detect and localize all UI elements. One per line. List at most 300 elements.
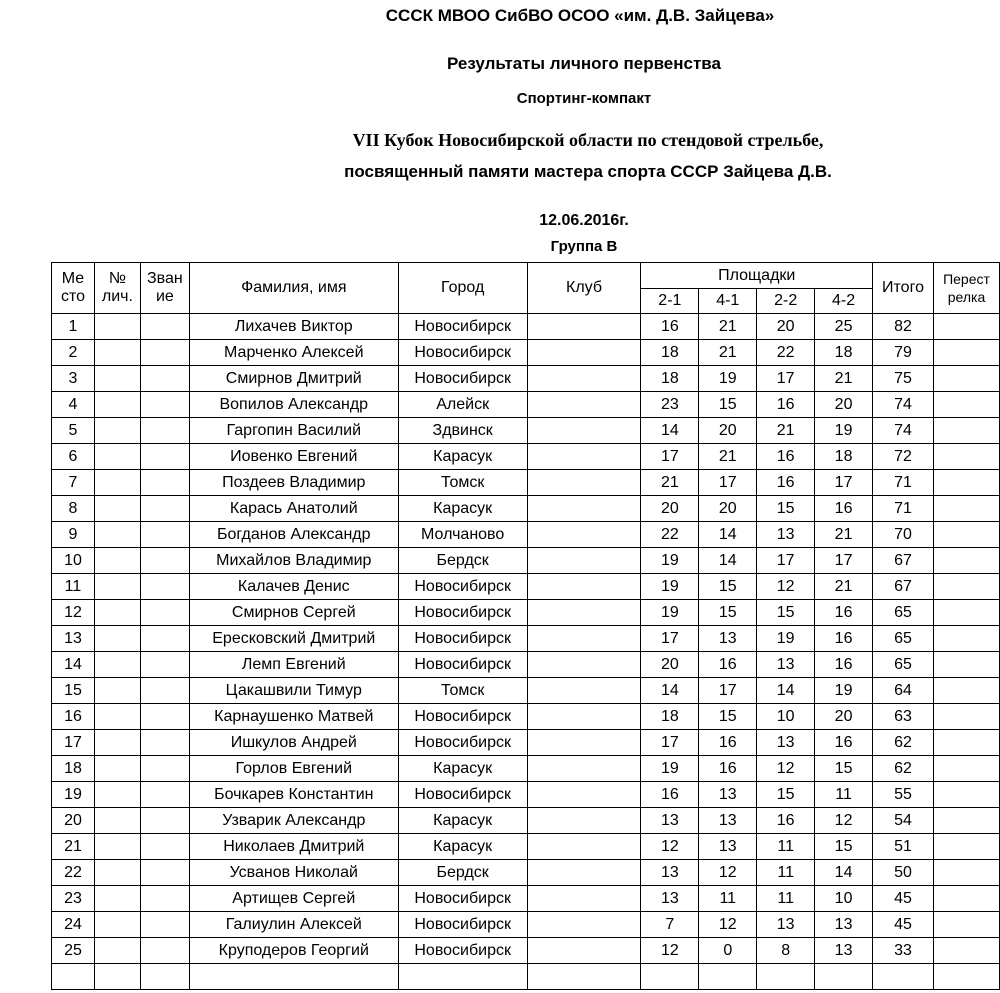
station-score-cell: 12 bbox=[815, 808, 873, 834]
station-score-cell: 22 bbox=[641, 522, 699, 548]
number-cell bbox=[94, 470, 140, 496]
total-cell: 67 bbox=[873, 574, 934, 600]
number-cell bbox=[94, 808, 140, 834]
club-cell bbox=[527, 626, 641, 652]
name-cell: Николаев Дмитрий bbox=[189, 834, 398, 860]
place-cell: 18 bbox=[52, 756, 95, 782]
total-cell: 62 bbox=[873, 730, 934, 756]
place-cell: 25 bbox=[52, 938, 95, 964]
name-cell: Лихачев Виктор bbox=[189, 314, 398, 340]
table-row bbox=[52, 678, 1000, 704]
shootoff-cell bbox=[933, 886, 999, 912]
station-score-cell: 23 bbox=[641, 392, 699, 418]
club-cell bbox=[527, 366, 641, 392]
col-club: Клуб bbox=[527, 263, 641, 314]
place-cell: 20 bbox=[52, 808, 95, 834]
empty-cell bbox=[189, 964, 398, 990]
rank-cell bbox=[140, 912, 189, 938]
number-cell bbox=[94, 418, 140, 444]
station-score-cell: 12 bbox=[641, 834, 699, 860]
station-score-cell: 16 bbox=[815, 652, 873, 678]
number-cell bbox=[94, 366, 140, 392]
shootoff-cell bbox=[933, 366, 999, 392]
col-stations: Площадки bbox=[641, 263, 873, 289]
col-place: Ме сто bbox=[52, 263, 95, 314]
station-score-cell: 13 bbox=[757, 522, 815, 548]
table-row bbox=[52, 730, 1000, 756]
name-cell: Карнаушенко Матвей bbox=[189, 704, 398, 730]
city-cell: Карасук bbox=[398, 444, 527, 470]
table-row bbox=[52, 626, 1000, 652]
organization-title: СССК МВОО СибВО ОСОО «им. Д.В. Зайцева» bbox=[385, 6, 775, 25]
rank-cell bbox=[140, 860, 189, 886]
rank-cell bbox=[140, 782, 189, 808]
shootoff-cell bbox=[933, 860, 999, 886]
name-cell: Гаргопин Василий bbox=[189, 418, 398, 444]
number-cell bbox=[94, 574, 140, 600]
col-rank: Зван ие bbox=[140, 263, 189, 314]
station-score-cell: 13 bbox=[757, 912, 815, 938]
station-score-cell: 12 bbox=[699, 860, 757, 886]
place-cell: 4 bbox=[52, 392, 95, 418]
station-score-cell: 16 bbox=[815, 496, 873, 522]
club-cell bbox=[527, 392, 641, 418]
city-cell: Новосибирск bbox=[398, 652, 527, 678]
station-score-cell: 13 bbox=[757, 730, 815, 756]
station-score-cell: 12 bbox=[699, 912, 757, 938]
station-score-cell: 19 bbox=[757, 626, 815, 652]
table-row bbox=[52, 574, 1000, 600]
club-cell bbox=[527, 808, 641, 834]
col-total: Итого bbox=[873, 263, 934, 314]
empty-cell bbox=[757, 964, 815, 990]
shootoff-cell bbox=[933, 704, 999, 730]
total-cell: 82 bbox=[873, 314, 934, 340]
station-score-cell: 12 bbox=[757, 756, 815, 782]
place-cell: 14 bbox=[52, 652, 95, 678]
name-cell: Ересковский Дмитрий bbox=[189, 626, 398, 652]
empty-cell bbox=[641, 964, 699, 990]
total-cell: 50 bbox=[873, 860, 934, 886]
table-row bbox=[52, 548, 1000, 574]
city-cell: Здвинск bbox=[398, 418, 527, 444]
number-cell bbox=[94, 340, 140, 366]
number-cell bbox=[94, 782, 140, 808]
city-cell: Карасук bbox=[398, 756, 527, 782]
city-cell: Томск bbox=[398, 470, 527, 496]
empty-cell bbox=[933, 964, 999, 990]
city-cell: Новосибирск bbox=[398, 366, 527, 392]
station-score-cell: 19 bbox=[815, 418, 873, 444]
name-cell: Марченко Алексей bbox=[189, 340, 398, 366]
station-score-cell: 21 bbox=[699, 340, 757, 366]
place-cell: 21 bbox=[52, 834, 95, 860]
city-cell: Новосибирск bbox=[398, 912, 527, 938]
station-score-cell: 15 bbox=[699, 574, 757, 600]
table-row bbox=[52, 652, 1000, 678]
station-score-cell: 17 bbox=[815, 470, 873, 496]
shootoff-cell bbox=[933, 834, 999, 860]
shootoff-cell bbox=[933, 574, 999, 600]
table-row bbox=[52, 418, 1000, 444]
place-cell: 5 bbox=[52, 418, 95, 444]
station-score-cell: 14 bbox=[757, 678, 815, 704]
station-score-cell: 11 bbox=[699, 886, 757, 912]
station-score-cell: 18 bbox=[815, 444, 873, 470]
club-cell bbox=[527, 678, 641, 704]
station-score-cell: 13 bbox=[699, 626, 757, 652]
station-score-cell: 21 bbox=[815, 574, 873, 600]
station-score-cell: 16 bbox=[815, 626, 873, 652]
station-score-cell: 21 bbox=[815, 366, 873, 392]
city-cell: Новосибирск bbox=[398, 574, 527, 600]
total-cell: 71 bbox=[873, 496, 934, 522]
station-score-cell: 10 bbox=[757, 704, 815, 730]
name-cell: Бочкарев Константин bbox=[189, 782, 398, 808]
station-score-cell: 14 bbox=[699, 522, 757, 548]
city-cell: Карасук bbox=[398, 808, 527, 834]
station-score-cell: 19 bbox=[815, 678, 873, 704]
col-shootoff: Перест релка bbox=[933, 263, 999, 314]
station-score-cell: 17 bbox=[699, 678, 757, 704]
city-cell: Бердск bbox=[398, 548, 527, 574]
table-row bbox=[52, 834, 1000, 860]
col-station-2-1: 2-1 bbox=[641, 289, 699, 314]
results-body bbox=[52, 314, 1000, 990]
station-score-cell: 18 bbox=[815, 340, 873, 366]
rank-cell bbox=[140, 444, 189, 470]
shootoff-cell bbox=[933, 392, 999, 418]
club-cell bbox=[527, 496, 641, 522]
city-cell: Новосибирск bbox=[398, 938, 527, 964]
place-cell: 11 bbox=[52, 574, 95, 600]
club-cell bbox=[527, 704, 641, 730]
club-cell bbox=[527, 912, 641, 938]
station-score-cell: 17 bbox=[815, 548, 873, 574]
table-row bbox=[52, 808, 1000, 834]
rank-cell bbox=[140, 730, 189, 756]
col-station-4-1: 4-1 bbox=[699, 289, 757, 314]
club-cell bbox=[527, 470, 641, 496]
station-score-cell: 20 bbox=[699, 496, 757, 522]
station-score-cell: 17 bbox=[699, 470, 757, 496]
rank-cell bbox=[140, 574, 189, 600]
total-cell: 33 bbox=[873, 938, 934, 964]
total-cell: 65 bbox=[873, 626, 934, 652]
number-cell bbox=[94, 626, 140, 652]
group-label: Группа В bbox=[550, 238, 618, 255]
rank-cell bbox=[140, 886, 189, 912]
table-row bbox=[52, 340, 1000, 366]
results-table bbox=[51, 262, 1000, 990]
city-cell: Новосибирск bbox=[398, 730, 527, 756]
empty-cell bbox=[699, 964, 757, 990]
rank-cell bbox=[140, 340, 189, 366]
page-title: Результаты личного первенства bbox=[447, 54, 721, 73]
total-cell: 74 bbox=[873, 418, 934, 444]
name-cell: Артищев Сергей bbox=[189, 886, 398, 912]
club-cell bbox=[527, 522, 641, 548]
station-score-cell: 10 bbox=[815, 886, 873, 912]
rank-cell bbox=[140, 652, 189, 678]
empty-cell bbox=[873, 964, 934, 990]
table-row bbox=[52, 756, 1000, 782]
table-row bbox=[52, 704, 1000, 730]
table-row bbox=[52, 314, 1000, 340]
city-cell: Новосибирск bbox=[398, 626, 527, 652]
total-cell: 45 bbox=[873, 912, 934, 938]
station-score-cell: 14 bbox=[641, 678, 699, 704]
station-score-cell: 16 bbox=[757, 470, 815, 496]
name-cell: Лемп Евгений bbox=[189, 652, 398, 678]
shootoff-cell bbox=[933, 600, 999, 626]
shootoff-cell bbox=[933, 938, 999, 964]
station-score-cell: 13 bbox=[699, 808, 757, 834]
rank-cell bbox=[140, 496, 189, 522]
rank-cell bbox=[140, 678, 189, 704]
station-score-cell: 13 bbox=[815, 938, 873, 964]
club-cell bbox=[527, 444, 641, 470]
club-cell bbox=[527, 860, 641, 886]
city-cell: Алейск bbox=[398, 392, 527, 418]
empty-cell bbox=[140, 964, 189, 990]
name-cell: Калачев Денис bbox=[189, 574, 398, 600]
station-score-cell: 20 bbox=[815, 704, 873, 730]
shootoff-cell bbox=[933, 340, 999, 366]
rank-cell bbox=[140, 418, 189, 444]
place-cell: 6 bbox=[52, 444, 95, 470]
shootoff-cell bbox=[933, 496, 999, 522]
shootoff-cell bbox=[933, 470, 999, 496]
total-cell: 63 bbox=[873, 704, 934, 730]
place-cell: 15 bbox=[52, 678, 95, 704]
station-score-cell: 13 bbox=[641, 808, 699, 834]
cup-title-line-2: посвященный памяти мастера спорта СССР Зайцева Д.В. bbox=[344, 162, 832, 181]
shootoff-cell bbox=[933, 756, 999, 782]
station-score-cell: 15 bbox=[699, 704, 757, 730]
place-cell: 17 bbox=[52, 730, 95, 756]
name-cell: Вопилов Александр bbox=[189, 392, 398, 418]
place-cell: 3 bbox=[52, 366, 95, 392]
name-cell: Богданов Александр bbox=[189, 522, 398, 548]
place-cell: 8 bbox=[52, 496, 95, 522]
empty-row bbox=[52, 964, 1000, 990]
rank-cell bbox=[140, 834, 189, 860]
station-score-cell: 25 bbox=[815, 314, 873, 340]
shootoff-cell bbox=[933, 652, 999, 678]
shootoff-cell bbox=[933, 418, 999, 444]
rank-cell bbox=[140, 600, 189, 626]
table-row bbox=[52, 392, 1000, 418]
total-cell: 79 bbox=[873, 340, 934, 366]
shootoff-cell bbox=[933, 548, 999, 574]
station-score-cell: 8 bbox=[757, 938, 815, 964]
station-score-cell: 13 bbox=[641, 860, 699, 886]
place-cell: 19 bbox=[52, 782, 95, 808]
table-row bbox=[52, 938, 1000, 964]
name-cell: Смирнов Дмитрий bbox=[189, 366, 398, 392]
city-cell: Новосибирск bbox=[398, 340, 527, 366]
number-cell bbox=[94, 496, 140, 522]
col-city: Город bbox=[398, 263, 527, 314]
name-cell: Иовенко Евгений bbox=[189, 444, 398, 470]
shootoff-cell bbox=[933, 912, 999, 938]
station-score-cell: 15 bbox=[699, 392, 757, 418]
rank-cell bbox=[140, 808, 189, 834]
col-number: № лич. bbox=[94, 263, 140, 314]
number-cell bbox=[94, 678, 140, 704]
total-cell: 70 bbox=[873, 522, 934, 548]
station-score-cell: 18 bbox=[641, 366, 699, 392]
club-cell bbox=[527, 548, 641, 574]
number-cell bbox=[94, 912, 140, 938]
club-cell bbox=[527, 756, 641, 782]
name-cell: Михайлов Владимир bbox=[189, 548, 398, 574]
empty-cell bbox=[94, 964, 140, 990]
station-score-cell: 20 bbox=[815, 392, 873, 418]
event-date: 12.06.2016г. bbox=[539, 212, 629, 229]
station-score-cell: 14 bbox=[699, 548, 757, 574]
place-cell: 9 bbox=[52, 522, 95, 548]
number-cell bbox=[94, 548, 140, 574]
city-cell: Новосибирск bbox=[398, 314, 527, 340]
number-cell bbox=[94, 704, 140, 730]
table-row bbox=[52, 496, 1000, 522]
shootoff-cell bbox=[933, 678, 999, 704]
rank-cell bbox=[140, 366, 189, 392]
place-cell: 22 bbox=[52, 860, 95, 886]
number-cell bbox=[94, 444, 140, 470]
name-cell: Горлов Евгений bbox=[189, 756, 398, 782]
station-score-cell: 16 bbox=[757, 392, 815, 418]
station-score-cell: 18 bbox=[641, 704, 699, 730]
station-score-cell: 17 bbox=[757, 548, 815, 574]
number-cell bbox=[94, 392, 140, 418]
station-score-cell: 20 bbox=[641, 652, 699, 678]
rank-cell bbox=[140, 938, 189, 964]
station-score-cell: 21 bbox=[699, 314, 757, 340]
club-cell bbox=[527, 600, 641, 626]
total-cell: 74 bbox=[873, 392, 934, 418]
station-score-cell: 16 bbox=[757, 808, 815, 834]
place-cell: 24 bbox=[52, 912, 95, 938]
table-row bbox=[52, 912, 1000, 938]
station-score-cell: 17 bbox=[641, 444, 699, 470]
place-cell: 16 bbox=[52, 704, 95, 730]
station-score-cell: 7 bbox=[641, 912, 699, 938]
place-cell: 12 bbox=[52, 600, 95, 626]
number-cell bbox=[94, 314, 140, 340]
name-cell: Карась Анатолий bbox=[189, 496, 398, 522]
name-cell: Поздеев Владимир bbox=[189, 470, 398, 496]
total-cell: 55 bbox=[873, 782, 934, 808]
station-score-cell: 12 bbox=[757, 574, 815, 600]
station-score-cell: 21 bbox=[757, 418, 815, 444]
number-cell bbox=[94, 600, 140, 626]
station-score-cell: 20 bbox=[699, 418, 757, 444]
shootoff-cell bbox=[933, 314, 999, 340]
name-cell: Узварик Александр bbox=[189, 808, 398, 834]
city-cell: Бердск bbox=[398, 860, 527, 886]
city-cell: Карасук bbox=[398, 496, 527, 522]
station-score-cell: 13 bbox=[699, 834, 757, 860]
table-row bbox=[52, 886, 1000, 912]
station-score-cell: 22 bbox=[757, 340, 815, 366]
total-cell: 75 bbox=[873, 366, 934, 392]
number-cell bbox=[94, 860, 140, 886]
station-score-cell: 16 bbox=[699, 652, 757, 678]
total-cell: 67 bbox=[873, 548, 934, 574]
station-score-cell: 14 bbox=[815, 860, 873, 886]
city-cell: Томск bbox=[398, 678, 527, 704]
station-score-cell: 15 bbox=[815, 756, 873, 782]
station-score-cell: 15 bbox=[757, 782, 815, 808]
city-cell: Карасук bbox=[398, 834, 527, 860]
discipline-title: Спортинг-компакт bbox=[516, 90, 652, 107]
rank-cell bbox=[140, 314, 189, 340]
number-cell bbox=[94, 730, 140, 756]
table-row bbox=[52, 366, 1000, 392]
place-cell: 1 bbox=[52, 314, 95, 340]
station-score-cell: 16 bbox=[815, 600, 873, 626]
station-score-cell: 15 bbox=[815, 834, 873, 860]
number-cell bbox=[94, 756, 140, 782]
total-cell: 45 bbox=[873, 886, 934, 912]
total-cell: 51 bbox=[873, 834, 934, 860]
shootoff-cell bbox=[933, 444, 999, 470]
station-score-cell: 11 bbox=[757, 886, 815, 912]
place-cell: 13 bbox=[52, 626, 95, 652]
station-score-cell: 21 bbox=[641, 470, 699, 496]
station-score-cell: 0 bbox=[699, 938, 757, 964]
club-cell bbox=[527, 938, 641, 964]
station-score-cell: 15 bbox=[757, 600, 815, 626]
total-cell: 71 bbox=[873, 470, 934, 496]
club-cell bbox=[527, 782, 641, 808]
city-cell: Молчаново bbox=[398, 522, 527, 548]
name-cell: Круподеров Георгий bbox=[189, 938, 398, 964]
place-cell: 7 bbox=[52, 470, 95, 496]
station-score-cell: 11 bbox=[815, 782, 873, 808]
name-cell: Цакашвили Тимур bbox=[189, 678, 398, 704]
station-score-cell: 14 bbox=[641, 418, 699, 444]
station-score-cell: 13 bbox=[699, 782, 757, 808]
total-cell: 72 bbox=[873, 444, 934, 470]
station-score-cell: 18 bbox=[641, 340, 699, 366]
rank-cell bbox=[140, 522, 189, 548]
club-cell bbox=[527, 834, 641, 860]
city-cell: Новосибирск bbox=[398, 600, 527, 626]
cup-title-line-1: VII Кубок Новосибирской области по стендовой стрельбе, bbox=[352, 130, 824, 150]
rank-cell bbox=[140, 704, 189, 730]
total-cell: 54 bbox=[873, 808, 934, 834]
station-score-cell: 19 bbox=[641, 574, 699, 600]
rank-cell bbox=[140, 392, 189, 418]
rank-cell bbox=[140, 626, 189, 652]
station-score-cell: 21 bbox=[815, 522, 873, 548]
city-cell: Новосибирск bbox=[398, 886, 527, 912]
station-score-cell: 16 bbox=[757, 444, 815, 470]
shootoff-cell bbox=[933, 730, 999, 756]
club-cell bbox=[527, 652, 641, 678]
station-score-cell: 11 bbox=[757, 834, 815, 860]
col-name: Фамилия, имя bbox=[189, 263, 398, 314]
number-cell bbox=[94, 938, 140, 964]
station-score-cell: 16 bbox=[699, 730, 757, 756]
club-cell bbox=[527, 574, 641, 600]
col-station-2-2: 2-2 bbox=[757, 289, 815, 314]
shootoff-cell bbox=[933, 808, 999, 834]
